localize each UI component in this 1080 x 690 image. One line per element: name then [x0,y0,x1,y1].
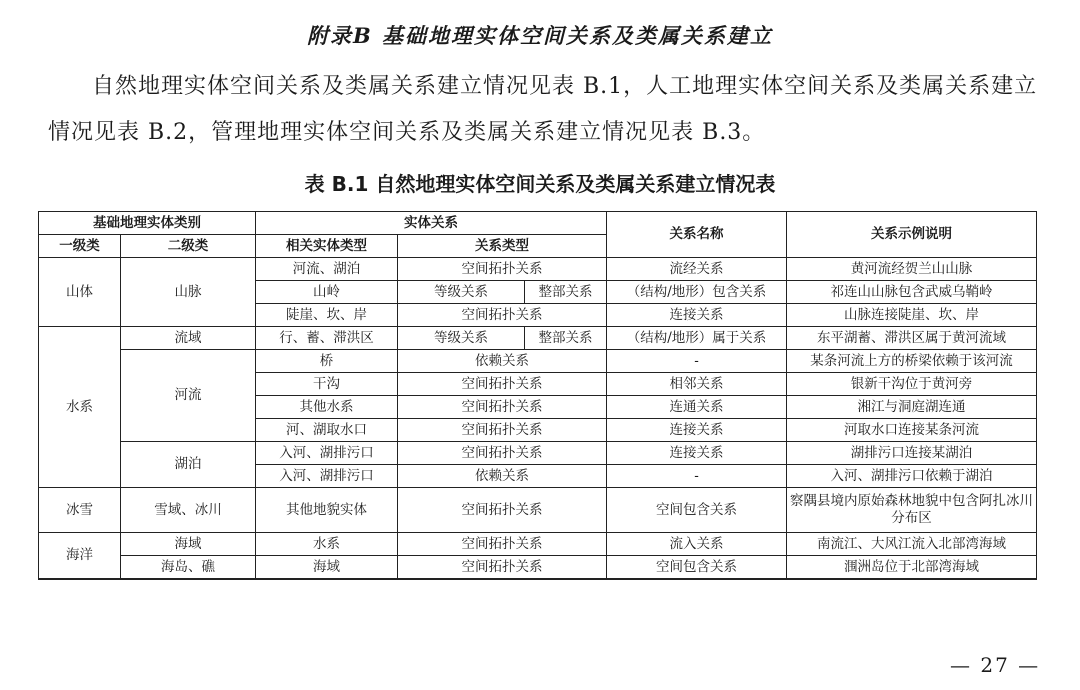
type-cell: 空间拓扑关系 [398,488,607,533]
appendix-title: 附录B 基础地理实体空间关系及类属关系建立 [306,23,774,48]
name-cell: 连接关系 [607,442,787,465]
type-cell: 空间拓扑关系 [398,304,607,327]
table-row [39,258,1037,281]
type-cell: 等级关系 [398,281,525,304]
example-cell: 察隅县境内原始森林地貌中包含阿扎冰川分布区 [787,488,1037,533]
example-cell: 湖排污口连接某湖泊 [787,442,1037,465]
header-relation-type: 关系类型 [398,235,607,258]
type-cell: 空间拓扑关系 [398,373,607,396]
table-row [39,327,1037,350]
type-cell: 空间拓扑关系 [398,442,607,465]
example-cell: 入河、湖排污口依赖于湖泊 [787,465,1037,488]
related-cell: 水系 [256,533,398,556]
subgroup-cell: 湖泊 [121,442,256,488]
subgroup-cell: 河流 [121,350,256,442]
related-cell: 入河、湖排污口 [256,465,398,488]
header-level1: 一级类 [39,235,121,258]
related-cell: 入河、湖排污口 [256,442,398,465]
page-number: — 27 — [950,653,1041,677]
name-cell: 连接关系 [607,419,787,442]
related-cell: 陡崖、坎、岸 [256,304,398,327]
subgroup-cell: 雪域、冰川 [121,488,256,533]
related-cell: 海域 [256,556,398,580]
subgroup-cell: 海岛、礁 [121,556,256,580]
name-cell: 空间包含关系 [607,488,787,533]
group-cell: 山体 [39,258,121,327]
name-cell: 流入关系 [607,533,787,556]
related-cell: 河、湖取水口 [256,419,398,442]
type-cell: 依赖关系 [398,350,607,373]
table-row [39,442,1037,465]
header-relation-name: 关系名称 [607,212,787,258]
table-row [39,556,1037,580]
name-cell: 连接关系 [607,304,787,327]
example-cell: 祁连山山脉包含武威乌鞘岭 [787,281,1037,304]
name-cell: 相邻关系 [607,373,787,396]
name-cell: - [607,350,787,373]
example-cell: 黄河流经贺兰山山脉 [787,258,1037,281]
table-row [39,488,1037,533]
type-cell: 依赖关系 [398,465,607,488]
name-cell: 流经关系 [607,258,787,281]
type-cell: 等级关系 [398,327,525,350]
example-cell: 河取水口连接某条河流 [787,419,1037,442]
header-entity-relation: 实体关系 [256,212,607,235]
type-cell: 空间拓扑关系 [398,396,607,419]
example-cell: 某条河流上方的桥梁依赖于该河流 [787,350,1037,373]
group-cell: 冰雪 [39,488,121,533]
related-cell: 干沟 [256,373,398,396]
group-cell: 水系 [39,327,121,488]
example-cell: 南流江、大风江流入北部湾海域 [787,533,1037,556]
type-cell: 空间拓扑关系 [398,419,607,442]
table-row [39,350,1037,373]
name-cell: - [607,465,787,488]
related-cell: 山岭 [256,281,398,304]
example-cell: 涠洲岛位于北部湾海域 [787,556,1037,580]
related-cell: 其他地貌实体 [256,488,398,533]
intro-paragraph: 自然地理实体空间关系及类属关系建立情况见表 B.1，人工地理实体空间关系及类属关系建立情况见表 B.2，管理地理实体空间关系及类属关系建立情况见表 B.3。 [48,74,1038,145]
type-cell: 整部关系 [525,281,607,304]
related-cell: 河流、湖泊 [256,258,398,281]
related-cell: 桥 [256,350,398,373]
name-cell: （结构/地形）属于关系 [607,327,787,350]
header-related-type: 相关实体类型 [256,235,398,258]
example-cell: 湘江与洞庭湖连通 [787,396,1037,419]
header-category: 基础地理实体类别 [39,212,256,235]
type-cell: 空间拓扑关系 [398,258,607,281]
name-cell: （结构/地形）包含关系 [607,281,787,304]
table-row [39,533,1037,556]
subgroup-cell: 流域 [121,327,256,350]
type-cell: 整部关系 [525,327,607,350]
related-cell: 行、蓄、滞洪区 [256,327,398,350]
header-level2: 二级类 [121,235,256,258]
type-cell: 空间拓扑关系 [398,556,607,580]
example-cell: 山脉连接陡崖、坎、岸 [787,304,1037,327]
subgroup-cell: 山脉 [121,258,256,327]
relation-table [38,211,1037,580]
group-cell: 海洋 [39,533,121,580]
example-cell: 银新干沟位于黄河旁 [787,373,1037,396]
subgroup-cell: 海域 [121,533,256,556]
example-cell: 东平湖蓄、滞洪区属于黄河流域 [787,327,1037,350]
header-example: 关系示例说明 [787,212,1037,258]
related-cell: 其他水系 [256,396,398,419]
table-caption: 表 B.1 自然地理实体空间关系及类属关系建立情况表 [304,172,776,196]
name-cell: 空间包含关系 [607,556,787,580]
type-cell: 空间拓扑关系 [398,533,607,556]
name-cell: 连通关系 [607,396,787,419]
